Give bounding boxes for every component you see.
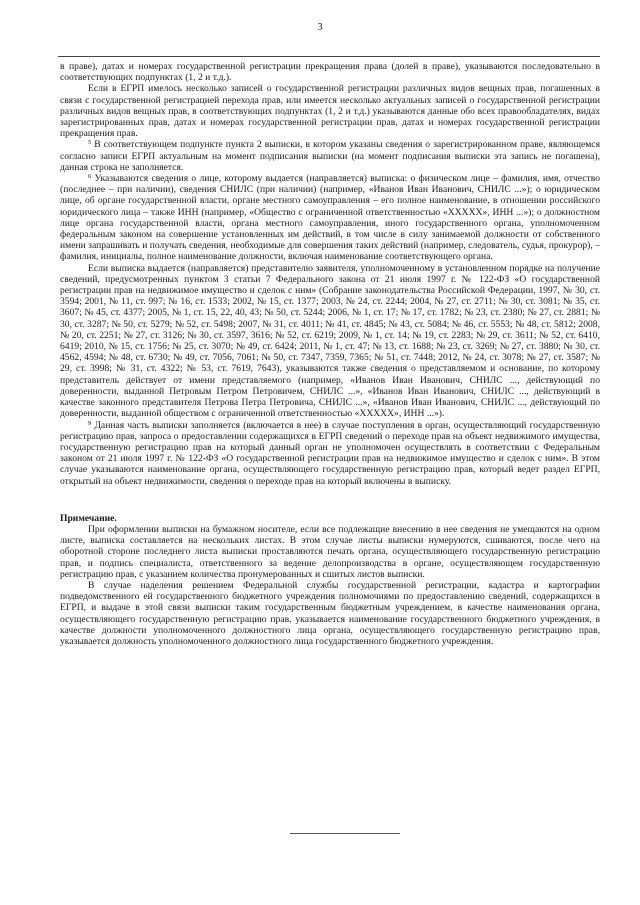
footnote-text: Указываются сведения о лице, которому выдается (направляется) выписка: о физическом лице – фамилия, имя, отчество (последнее – при наличии), сведения СНИЛС (при наличии) (например, «Иванов Иван Иванович, СНИЛС ...»); о юридическом лице, об органе государственной власти, органе местного самоуправления – его полное наименование, в отношении российского юридического лица – также ИНН (например, «Общество с ограниченной ответственностью «ХХХХХ», ИНН ...»); о должностном лице органа государственной власти, органа местного самоуправления, иного государственного органа, уполномоченном федеральным законом на совершение установленных им действий, в том числе в силу занимаемой должности от собственного имени запрашивать и получать сведения, необходимые для совершения таких действий (например, следователь, судья, прокурор), – фамилия, инициалы, полное наименование должности, включая наименование соответствующего органа. [60,173,601,263]
page-number: 3 [317,22,323,33]
note-title: Примечание. [60,512,117,524]
footnote-marker: 9 [88,419,92,427]
page-content [60,61,600,647]
footnote-text: В соответствующем подпункте пункта 2 выписки, в котором указаны сведения о зарегистрированном праве, являющемся согласно записи ЕГРП актуальным на момент подписания выписки (на момент подписания выписки эта запись не погашена), данная строка не заполняется. [60,139,600,173]
footnote-9-paragraph [60,420,600,487]
footnote-5-paragraph [60,139,600,173]
top-divider [58,56,600,57]
paragraph-continuation: в праве), датах и номерах государственной регистрации прекращения права (долей в праве), указываются последовательно в соответствующих подпунктах (1, 2 и т.д.). [60,61,600,84]
note-paragraph: При оформлении выписки на бумажном носителе, если все подлежащие внесению в нее сведения не умещаются на одном листе, выписка составляется на нескольких листах. В этом случае листы выписки нумеруются, сшиваются, после чего на оборотной стороне последнего листа выписки проставляются печать органа, осуществляющего государственную регистрацию прав, и подпись специалиста, ответственного за ведение делопроизводства в органе, осуществляющем государственную регистрацию прав, с указанием количества пронумерованных и сшитых листов выписки. [60,523,600,580]
footnote-text: Данная часть выписки заполняется (включается в нее) в случае поступления в орган, осуществляющий государственную регистрацию прав, запроса о предоставлении содержащихся в ЕГРП сведений о переходе прав на объект недвижимого имущества, государственную регистрацию прав на который данный орган не уполномочен осуществлять в соответствии с Федеральным законом от 21 июля 1997 г. № 122-ФЗ «О государственной регистрации прав на недвижимое имущество и сделок с ним». В этом случае указываются наименование органа, осуществляющего государственную регистрацию прав, который ведет раздел ЕГРП, открытый на объект недвижимости, сведения о переходе прав на который включены в выписку. [60,419,600,487]
paragraph-representative: Если выписка выдается (направляется) представителю заявителя, уполномоченному в установленном порядке на получение сведений, предусмотренных пунктом 3 статьи 7 Федерального закона от 21 июля 1997 г. № 122-ФЗ «О государственной регистрации прав на недвижимое имущество и сделок с ним» (Собрание законодательства Российской Федерации, 1997, № 30, ст. 3594; 2001, № 11, ст. 997; № 16, ст. 1533; 2002, № 15, ст. 1377; 2003, № 24, ст. 2244; 2004, № 27, ст. 2711; № 30, ст. 3081; № 35, ст. 3607; № 45, ст. 4377; 2005, № 1, ст. 15, 22, 40, 43; № 50, ст. 5244; 2006, № 1, ст. 17; № 17, ст. 1782; № 23, ст. 2380; № 27, ст. 2881; № 30, ст. 3287; № 50, ст. 5279; № 52, ст. 5498; 2007, № 31, ст. 4011; № 41, ст. 4845; № 43, ст. 5084; № 46, ст. 5553; № 48, ст. 5812; 2008, № 20, ст. 2251; № 27, ст. 3126; № 30, ст. 3597, 3616; № 52, ст. 6219; 2009, № 1, ст. 14; № 19, ст. 2283; № 29, ст. 3611; № 52, ст. 6410, 6419; 2010, № 15, ст. 1756; № 25, ст. 3070; № 49, ст. 6424; 2011, № 1, ст. 47; № 13, ст. 1688; № 23, ст. 3269; № 27, ст. 3880; № 30, ст. 4562, 4594; № 48, ст. 6730; № 49, ст. 7056, 7061; № 50, ст. 7347, 7359, 7365; № 51, ст. 7448; 2012, № 24, ст. 3078; № 27, ст. 3587; № 29, ст. 3998; № 31, ст. 4322; № 53, ст. 7619, 7643), указываются также сведения о представляемом и основание, по которому представитель действует от имени представляемого (например, «Иванов Иван Иванович, СНИЛС ..., действующий по доверенности, выданной Петровым Петром Петровичем, СНИЛС ...», «Иванов Иван Иванович, СНИЛС ..., действующий в качестве законного представителя Петрова Петра Петровича, СНИЛС ...», «Иванов Иван Иванович, СНИЛС ..., действующий по доверенности, выданной обществом с ограниченной ответственностью «ХХХХХ», ИНН ...»). [60,262,600,420]
footnote-marker: 5 [88,139,92,147]
footnote-6-paragraph [60,173,600,263]
paragraph-multiple-records: Если в ЕГРП имелось несколько записей о государственной регистрации различных видов вещных прав, погашенных в связи с государственной регистрацией перехода прав, или имеется несколько актуальных записей о государственной регистрации различных видов вещных прав, в соответствующих подпунктах (1, 2 и т.д.) указываются данные обо всех правообладателях, видах зарегистрированных прав, датах и номерах государственной регистрации прав, датах и номерах государственной регистрации прекращения прав. [60,83,600,140]
footer-divider [290,833,400,834]
note-paragraph: В случае наделения решением Федеральной службы государственной регистрации, кадастра и картографии подведомственного ей государственного бюджетного учреждения полномочиями по предоставлению сведений, содержащихся в ЕГРП, и выдаче в этой связи выписки таким государственным бюджетным учреждением, в качестве наименования органа, осуществляющего государственную регистрацию прав, указывается наименование государственного бюджетного учреждения, в качестве должности уполномоченного должностного лица органа, осуществляющего государственную регистрацию прав, указывается должность уполномоченного должностного лица государственного бюджетного учреждения. [60,579,600,647]
footnote-marker: 6 [88,173,92,181]
